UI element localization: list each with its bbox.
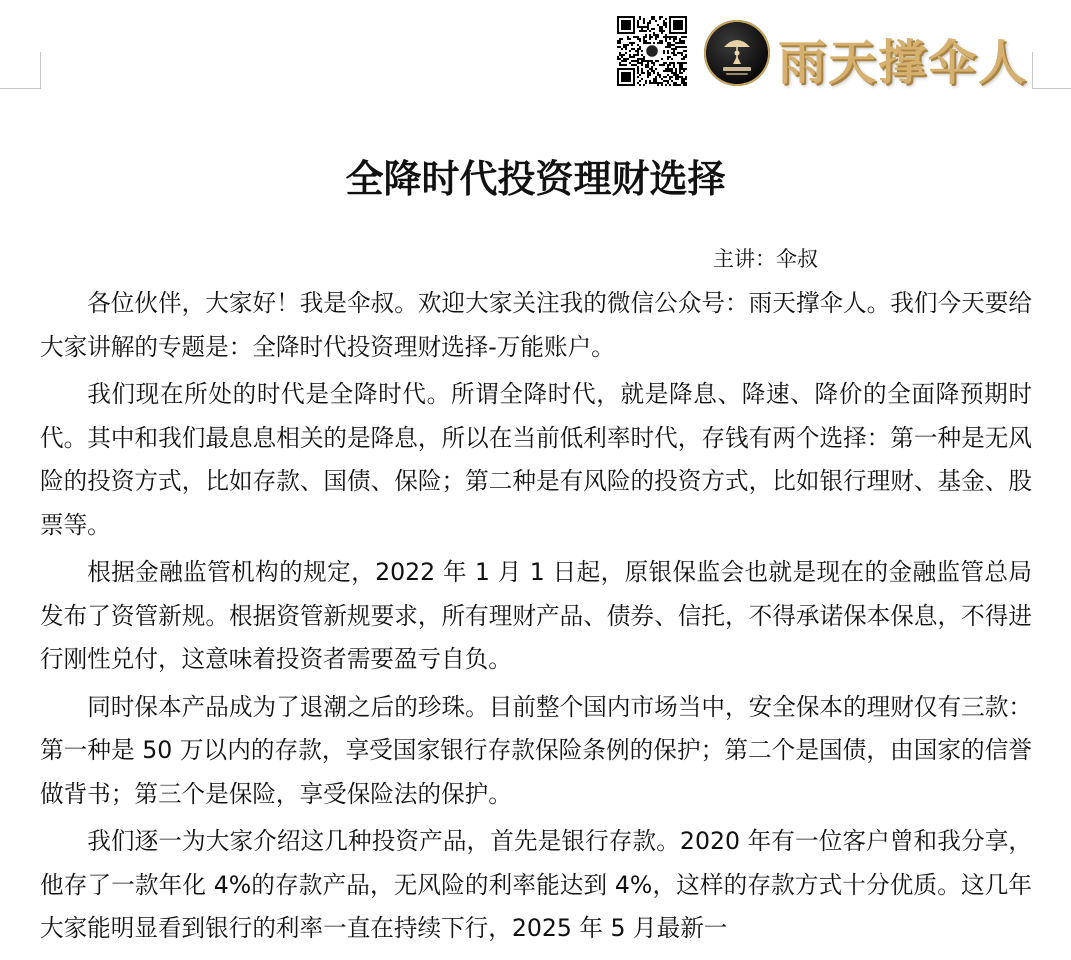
paragraph: 我们逐一为大家介绍这几种投资产品，首先是银行存款。2020 年有一位客户曾和我分享，他存了一款年化 4%的存款产品，无风险的利率能达到 4%，这样的存款方式十分优质。这几年大家能明显看到银行的利率一直在持续下行，2025 年 5 月最新一 [40, 827, 1032, 942]
crop-mark-top-right [1032, 52, 1071, 89]
umbrella-man-logo-icon [704, 20, 770, 86]
crop-mark-top-left [0, 52, 41, 89]
brand-logo-text: 雨天撑伞人 [778, 35, 1029, 91]
paragraph: 我们现在所处的时代是全降时代。所谓全降时代，就是降息、降速、降价的全面降预期时代。其中和我们最息息相关的是降息，所以在当前低利率时代，存钱有两个选择：第一种是无风险的投资方式，比如存款、国债、保险；第二种是有风险的投资方式，比如银行理财、基金、股票等。 [40, 380, 1032, 539]
paragraph: 各位伙伴，大家好！我是伞叔。欢迎大家关注我的微信公众号：雨天撑伞人。我们今天要给大家讲解的专题是：全降时代投资理财选择-万能账户。 [40, 289, 1032, 361]
page-title: 全降时代投资理财选择 [345, 157, 726, 201]
speaker-line: 主讲：伞叔 [713, 247, 818, 271]
document-body [40, 282, 1032, 955]
paragraph: 同时保本产品成为了退潮之后的珍珠。目前整个国内市场当中，安全保本的理财仅有三款：第一种是 50 万以内的存款，享受国家银行存款保险条例的保护；第二个是国债，由国家的信誉做背书；第三个是保险，享受保险法的保护。 [40, 692, 1032, 808]
paragraph: 根据金融监管机构的规定，2022 年 1 月 1 日起，原银保监会也就是现在的金融监管总局发布了资管新规。根据资管新规要求，所有理财产品、债券、信托，不得承诺保本保息，不得进行刚性兑付，这意味着投资者需要盈亏自负。 [40, 558, 1032, 673]
qr-code-icon [615, 14, 689, 88]
